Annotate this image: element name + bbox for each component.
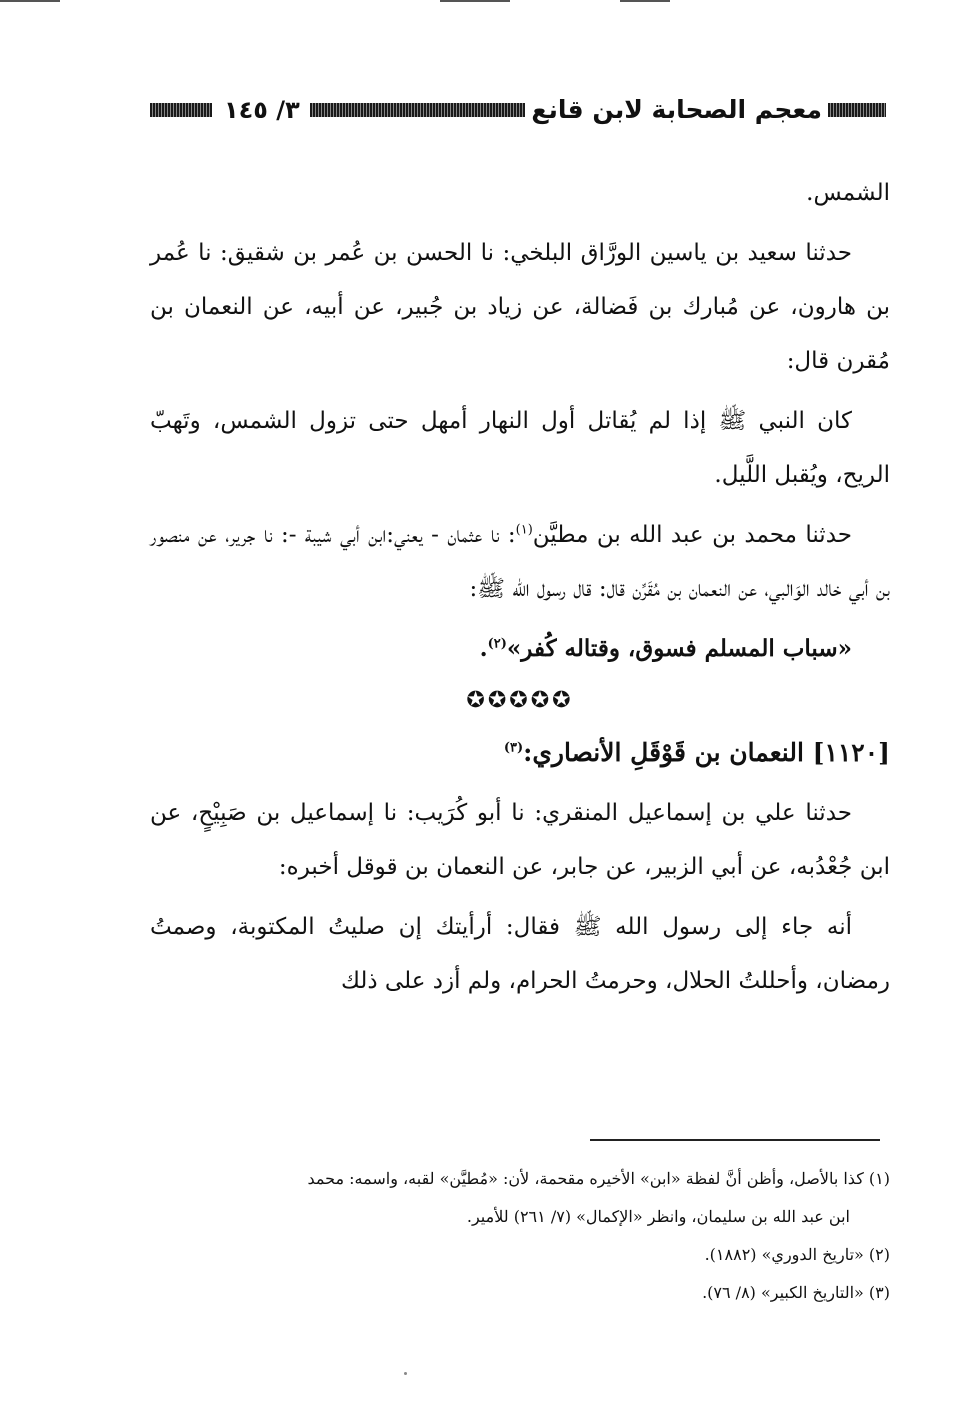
text-span: : نا عثمان - يعني:ابن أبي شيبة -: نا جرير، عن منصور بن أبي خالد الوَالبي، عن النعمان بن مُقَرِّن قال: قال رسول الله ﷺ: [150, 522, 890, 602]
header-band-right [828, 103, 886, 117]
footnote-1-continued: ابن عبد الله بن سليمان، وانظر «الإكمال» (٧/ ٢٦١) للأمير. [466, 1207, 850, 1226]
text-line: الشمس. [806, 180, 890, 206]
hadith-paragraph: أنه جاء إلى رسول الله ﷺ فقال: أرأيتك إن صليتُ المكتوبة، وصمتُ رمضان، وأحللتُ الحلال، وحرمتُ الحرام، ولم أزد على ذلك [150, 914, 890, 994]
text-span: «سباب المسلم فسوق، وقتاله كُفر» [506, 635, 852, 662]
isnad-paragraph: حدثنا علي بن إسماعيل المنقري: نا أبو كُرَيب: نا إسماعيل بن صَبِيْحٍ، عن ابن جُعْدُبه، عن أبي الزبير، عن جابر، عن النعمان بن قوقل أخبره: [150, 800, 890, 880]
scan-edge-line [620, 0, 670, 2]
book-title: معجم الصحابة لابن قانع [525, 92, 828, 128]
footnote-1: (١) كذا بالأصل، وأظن أنَّ لفظة «ابن» الأخيره مقحمة، لأن: «مُطيَّن» لقبه، واسمه: محمد [307, 1169, 890, 1188]
section-divider: ✪✪✪✪✪ [466, 688, 574, 713]
isnad-paragraph: حدثنا سعيد بن ياسين الورَّاق البلخي: نا الحسن بن عُمر بن شقيق: نا عُمر بن هارون، عن مُبارك بن فَضالة، عن زياد بن جُبير، عن أبيه، عن النعمان بن مُقرن قال: [150, 240, 890, 374]
entry-heading [150, 726, 890, 780]
header-band-left [150, 103, 212, 117]
footnote-ref: (٣) [503, 740, 524, 756]
scan-edge-line [440, 0, 510, 2]
footnote-ref: (١) [515, 522, 533, 538]
footnote-ref: (٢) [487, 636, 507, 652]
running-header [150, 92, 890, 128]
footnote-2: (٢) «تاريخ الدوري» (١٨٨٢). [704, 1245, 890, 1264]
scan-speck [404, 1372, 407, 1375]
scan-edge-line [0, 0, 60, 2]
text-span: حدثنا محمد بن عبد الله بن مطيَّن [532, 522, 852, 548]
hadith-paragraph: كان النبي ﷺ إذا لم يُقاتل أول النهار أمهل حتى تزول الشمس، وتَهبّ الريح، ويُقبل اللَّيل. [150, 408, 890, 488]
page-number: ٣/ ١٤٥ [218, 92, 306, 128]
text-span: [١١٢٠] النعمان بن قَوْقَلِ الأنصاري: [523, 738, 890, 767]
footnote-separator [590, 1139, 880, 1141]
hadith-quote [150, 622, 890, 676]
text-span: . [479, 635, 488, 662]
footnotes [150, 1160, 890, 1312]
main-text [150, 166, 890, 1008]
isnad-paragraph [150, 508, 890, 616]
footnote-3: (٣) «التاريخ الكبير» (٨/ ٧٦). [702, 1283, 890, 1302]
